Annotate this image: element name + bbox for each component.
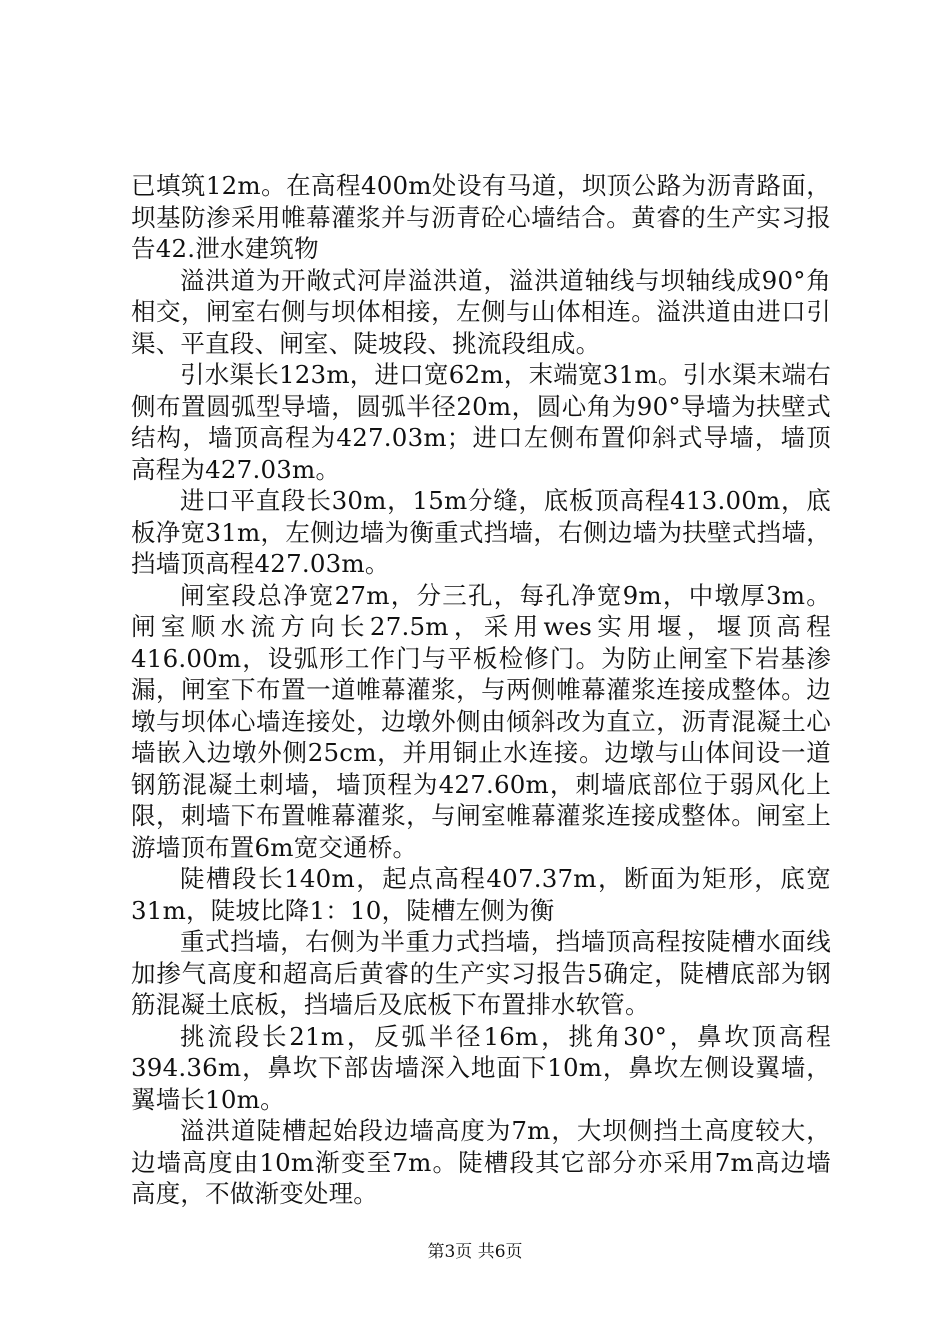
- paragraph-retaining-walls: 重式挡墙，右侧为半重力式挡墙，挡墙顶高程按陡槽水面线加掺气高度和超高后黄睿的生产实习报告5确定，陡槽底部为钢筋混凝土底板，挡墙后及底板下布置排水软管。: [131, 927, 831, 1019]
- paragraph-intake-channel: 引水渠长123m，进口宽62m，末端宽31m。引水渠末端右侧布置圆弧型导墙，圆弧半径20m，圆心角为90°导墙为扶壁式结构，墙顶高程为427.03m；进口左侧布置仰斜式导墙，墙顶高程为427.03m。: [131, 360, 831, 484]
- paragraph-gate-chamber: 闸室段总净宽27m，分三孔，每孔净宽9m，中墩厚3m。闸室顺水流方向长27.5m，采用wes实用堰，堰顶高程416.00m，设弧形工作门与平板检修门。为防止闸室下岩基渗漏，闸室下布置一道帷幕灌浆，与两侧帷幕灌浆连接成整体。边墩与坝体心墙连接处，边墩外侧由倾斜改为直立，沥青混凝土心墙嵌入边墩外侧25cm，并用铜止水连接。边墩与山体间设一道钢筋混凝土刺墙，墙顶程为427.60m，刺墙底部位于弱风化上限，刺墙下布置帷幕灌浆，与闸室帷幕灌浆连接成整体。闸室上游墙顶布置6m宽交通桥。: [131, 580, 831, 862]
- paragraph-dam-foundation: 已填筑12m。在高程400m处设有马道，坝顶公路为沥青路面，坝基防渗采用帷幕灌浆并与沥青砼心墙结合。黄睿的生产实习报告42.泄水建筑物: [131, 171, 831, 263]
- paragraph-straight-section: 进口平直段长30m，15m分缝，底板顶高程413.00m，底板净宽31m，左侧边墙为衡重式挡墙，右侧边墙为扶壁式挡墙，挡墙顶高程427.03m。: [131, 486, 831, 578]
- paragraph-chute-section: 陡槽段长140m，起点高程407.37m，断面为矩形，底宽31m，陡坡比降1：10，陡槽左侧为衡: [131, 864, 831, 925]
- paragraph-spillway-overview: 溢洪道为开敞式河岸溢洪道，溢洪道轴线与坝轴线成90°角相交，闸室右侧与坝体相接，左侧与山体相连。溢洪道由进口引渠、平直段、闸室、陡坡段、挑流段组成。: [131, 265, 831, 358]
- paragraph-side-wall-height: 溢洪道陡槽起始段边墙高度为7m，大坝侧挡土高度较大，边墙高度由10m渐变至7m。陡槽段其它部分亦采用7m高边墙高度，不做渐变处理。: [131, 1116, 831, 1208]
- paragraph-flip-bucket: 挑流段长21m，反弧半径16m，挑角30°，鼻坎顶高程394.36m，鼻坎下部齿墙深入地面下10m，鼻坎左侧设翼墙，翼墙长10m。: [131, 1021, 831, 1114]
- document-body: [131, 170, 831, 1210]
- page-number-footer: 第3页 共6页: [427, 1242, 523, 1262]
